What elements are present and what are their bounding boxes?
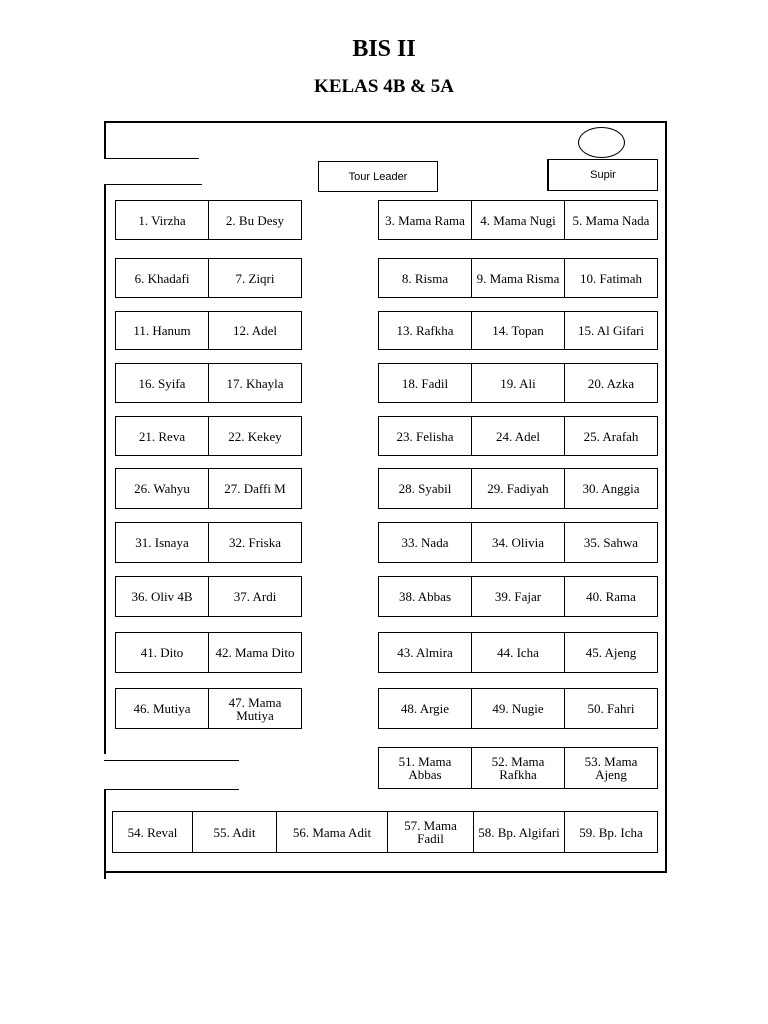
seat: 42. Mama Dito: [208, 632, 302, 673]
seat: 51. Mama Abbas: [378, 747, 472, 789]
seat: 20. Azka: [564, 363, 658, 403]
seat: 53. Mama Ajeng: [564, 747, 658, 789]
seat: 59. Bp. Icha: [564, 811, 658, 853]
seat: 50. Fahri: [564, 688, 658, 729]
seat: 32. Friska: [208, 522, 302, 563]
page-title: BIS II: [352, 36, 416, 62]
seat: 16. Syifa: [115, 363, 209, 403]
driver-seat: Supir: [547, 159, 658, 191]
seat: 31. Isnaya: [115, 522, 209, 563]
seat: 49. Nugie: [471, 688, 565, 729]
seat: 4. Mama Nugi: [471, 200, 565, 240]
seat: 58. Bp. Algifari: [473, 811, 565, 853]
seat: 1. Virzha: [115, 200, 209, 240]
seat: 46. Mutiya: [115, 688, 209, 729]
seat: 35. Sahwa: [564, 522, 658, 563]
seat: 57. Mama Fadil: [387, 811, 474, 853]
seat: 11. Hanum: [115, 311, 209, 350]
seat: 54. Reval: [112, 811, 193, 853]
seat: 19. Ali: [471, 363, 565, 403]
seat: 22. Kekey: [208, 416, 302, 456]
seat: 7. Ziqri: [208, 258, 302, 298]
seat: 56. Mama Adit: [276, 811, 388, 853]
seat: 25. Arafah: [564, 416, 658, 456]
seat: 28. Syabil: [378, 468, 472, 509]
seat: 8. Risma: [378, 258, 472, 298]
seat: 17. Khayla: [208, 363, 302, 403]
seat: 26. Wahyu: [115, 468, 209, 509]
page-subtitle: KELAS 4B & 5A: [314, 76, 454, 97]
seat: 15. Al Gifari: [564, 311, 658, 350]
seat: 6. Khadafi: [115, 258, 209, 298]
tour-leader-seat: Tour Leader: [318, 161, 438, 192]
seat: 27. Daffi M: [208, 468, 302, 509]
seat: 55. Adit: [192, 811, 277, 853]
seat: 39. Fajar: [471, 576, 565, 617]
seat: 44. Icha: [471, 632, 565, 673]
seat: 47. Mama Mutiya: [208, 688, 302, 729]
seat: 24. Adel: [471, 416, 565, 456]
seat: 34. Olivia: [471, 522, 565, 563]
seat: 48. Argie: [378, 688, 472, 729]
seat: 2. Bu Desy: [208, 200, 302, 240]
seat: 41. Dito: [115, 632, 209, 673]
seat: 10. Fatimah: [564, 258, 658, 298]
seat: 38. Abbas: [378, 576, 472, 617]
steering-wheel-icon: [578, 127, 625, 158]
seat: 37. Ardi: [208, 576, 302, 617]
seat: 36. Oliv 4B: [115, 576, 209, 617]
seat: 43. Almira: [378, 632, 472, 673]
seat: 40. Rama: [564, 576, 658, 617]
seat: 30. Anggia: [564, 468, 658, 509]
seat: 52. Mama Rafkha: [471, 747, 565, 789]
seat: 33. Nada: [378, 522, 472, 563]
seat: 45. Ajeng: [564, 632, 658, 673]
seat: 13. Rafkha: [378, 311, 472, 350]
seat: 14. Topan: [471, 311, 565, 350]
seat: 21. Reva: [115, 416, 209, 456]
seat: 5. Mama Nada: [564, 200, 658, 240]
seat: 12. Adel: [208, 311, 302, 350]
seat: 3. Mama Rama: [378, 200, 472, 240]
seat: 18. Fadil: [378, 363, 472, 403]
seat: 9. Mama Risma: [471, 258, 565, 298]
seat: 29. Fadiyah: [471, 468, 565, 509]
seat: 23. Felisha: [378, 416, 472, 456]
